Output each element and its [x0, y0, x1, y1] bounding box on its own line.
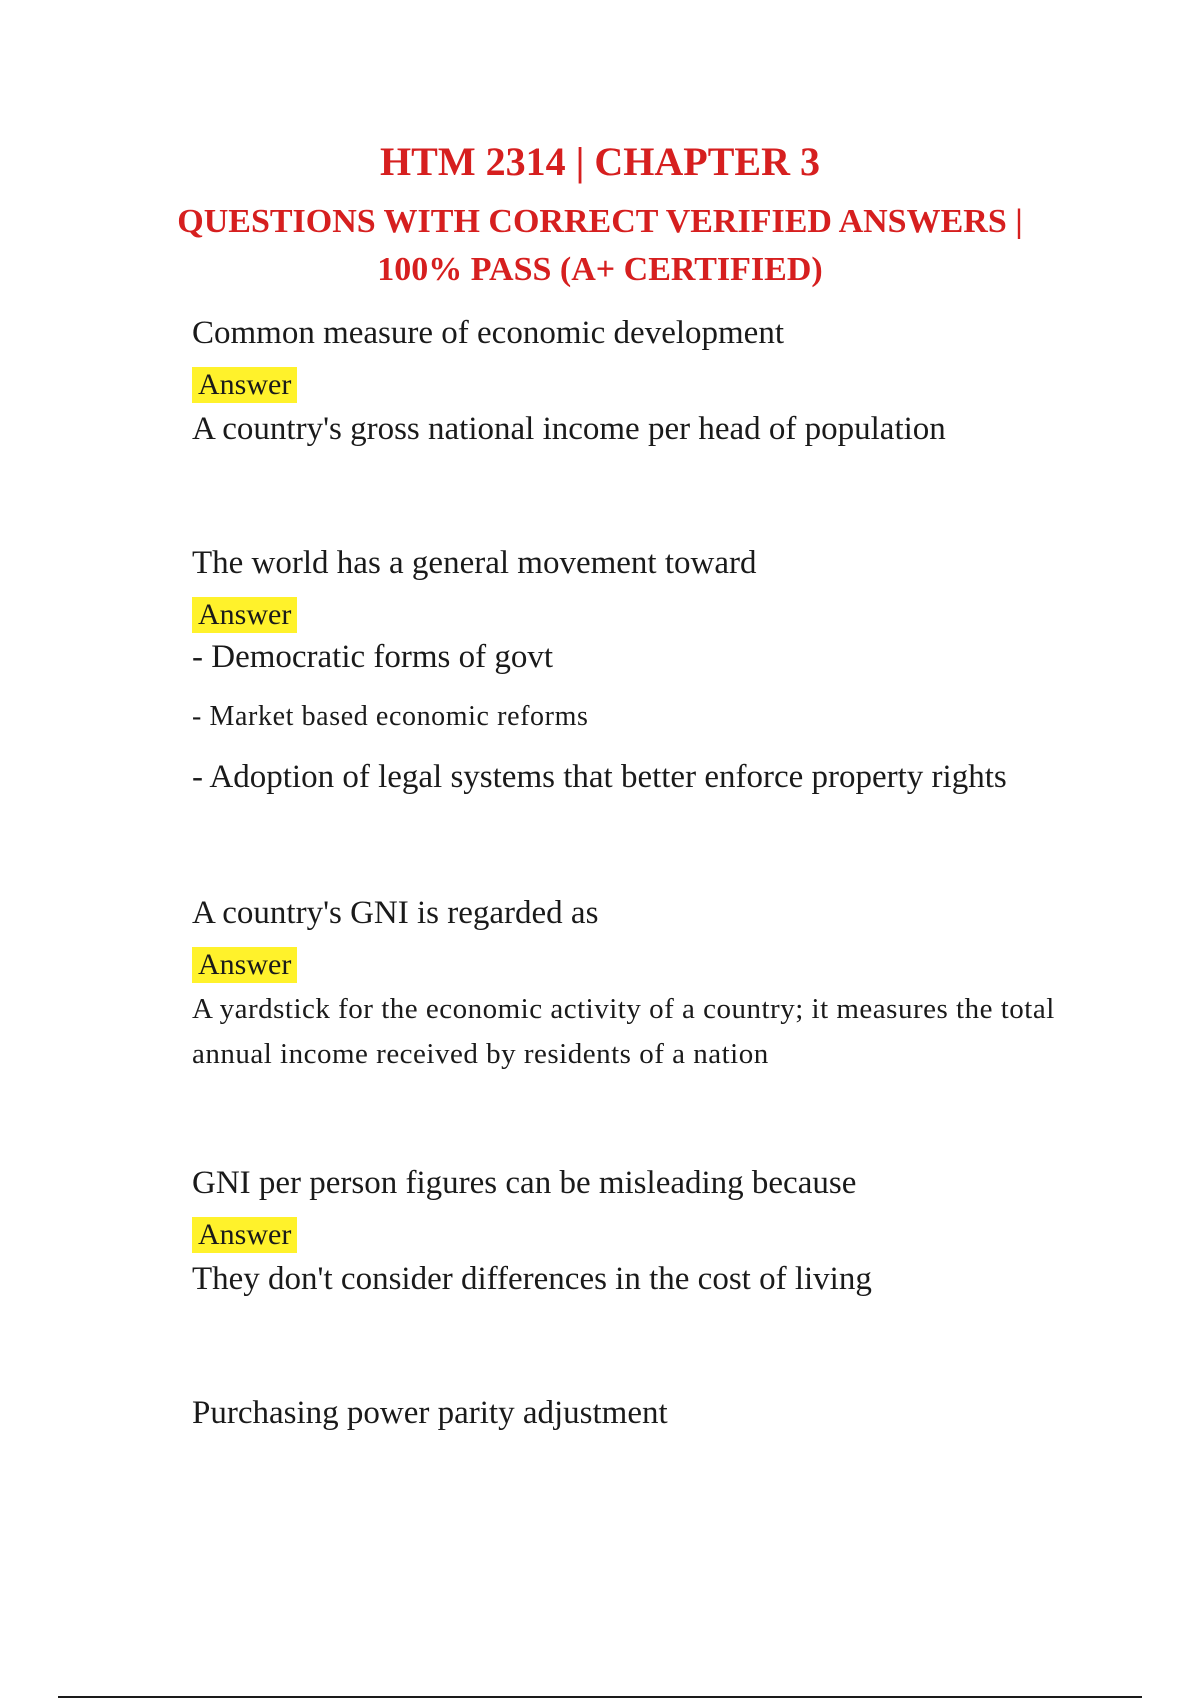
- qa-item: [192, 893, 1072, 1077]
- answer-bullet: - Market based economic reforms: [192, 701, 589, 732]
- answer-label: Answer: [192, 367, 297, 403]
- answer-label: Answer: [192, 597, 297, 633]
- answer-text: A country's gross national income per head of population: [192, 411, 946, 447]
- answer-label: Answer: [192, 947, 297, 983]
- question-text: A country's GNI is regarded as: [192, 895, 599, 931]
- qa-item: [192, 1393, 1072, 1433]
- qa-item: [192, 1163, 1072, 1301]
- qa-item: [192, 543, 1072, 817]
- qa-item: [192, 313, 1072, 451]
- footer-divider: [58, 1696, 1142, 1698]
- answer-bullet: - Democratic forms of govt: [192, 639, 554, 675]
- answer-label: Answer: [192, 1217, 297, 1253]
- question-text: Purchasing power parity adjustment: [192, 1395, 668, 1431]
- question-text: The world has a general movement toward: [192, 545, 757, 581]
- answer-text: A yardstick for the economic activity of a country; it measures the total annual income received by residents of a nation: [192, 993, 1055, 1070]
- question-text: GNI per person figures can be misleading because: [192, 1165, 857, 1201]
- document-subtitle: QUESTIONS WITH CORRECT VERIFIED ANSWERS | 100% PASS (A+ CERTIFIED): [177, 203, 1023, 288]
- document-header: [0, 138, 1200, 294]
- answer-text: They don't consider differences in the cost of living: [192, 1261, 872, 1297]
- question-text: Common measure of economic development: [192, 315, 785, 351]
- answer-bullet: - Adoption of legal systems that better enforce property rights: [192, 759, 1007, 795]
- document-title: HTM 2314 | CHAPTER 3: [380, 139, 820, 184]
